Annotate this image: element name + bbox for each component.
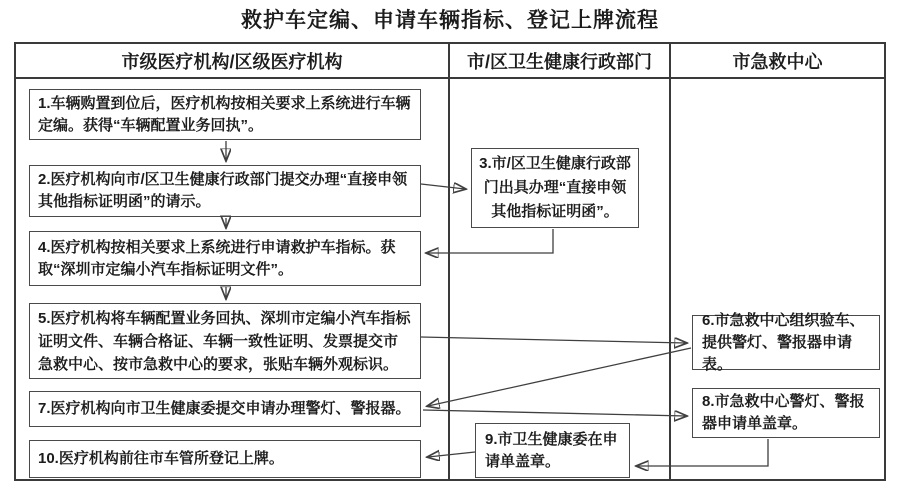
flow-step-8: 8.市急救中心警灯、警报器申请单盖章。 (692, 388, 880, 438)
lane-header-health-admin: 市/区卫生健康行政部门 (467, 51, 652, 72)
flow-step-3: 3.市/区卫生健康行政部门出具办理“直接申领其他指标证明函”。 (471, 148, 639, 228)
page-title: 救护车定编、申请车辆指标、登记上牌流程 (241, 8, 659, 32)
lane-header-medical-org: 市级医疗机构/区级医疗机构 (121, 51, 343, 72)
flow-step-6: 6.市急救中心组织验车、提供警灯、警报器申请表。 (692, 315, 880, 370)
flow-step-2: 2.医疗机构向市/区卫生健康行政部门提交办理“直接申领其他指标证明函”的请示。 (29, 165, 421, 217)
flow-step-1: 1.车辆购置到位后，医疗机构按相关要求上系统进行车辆定编。获得“车辆配置业务回执”。 (29, 89, 421, 140)
lane-divider-2 (669, 44, 671, 479)
flow-step-4: 4.医疗机构按相关要求上系统进行申请救护车指标。获取“深圳市定编小汽车指标证明文件”。 (29, 231, 421, 286)
flow-step-10: 10.医疗机构前往市车管所登记上牌。 (29, 440, 421, 478)
lane-header-emergency-center: 市急救中心 (732, 51, 823, 72)
flow-step-7: 7.医疗机构向市卫生健康委提交申请办理警灯、警报器。 (29, 391, 421, 427)
lane-divider-1 (448, 44, 450, 479)
flow-step-5: 5.医疗机构将车辆配置业务回执、深圳市定编小汽车指标证明文件、车辆合格证、车辆一致性证明、发票提交市急救中心、按市急救中心的要求，张贴车辆外观标识。 (29, 303, 421, 379)
flow-step-9: 9.市卫生健康委在申请单盖章。 (475, 423, 630, 478)
header-divider-line (16, 77, 884, 79)
